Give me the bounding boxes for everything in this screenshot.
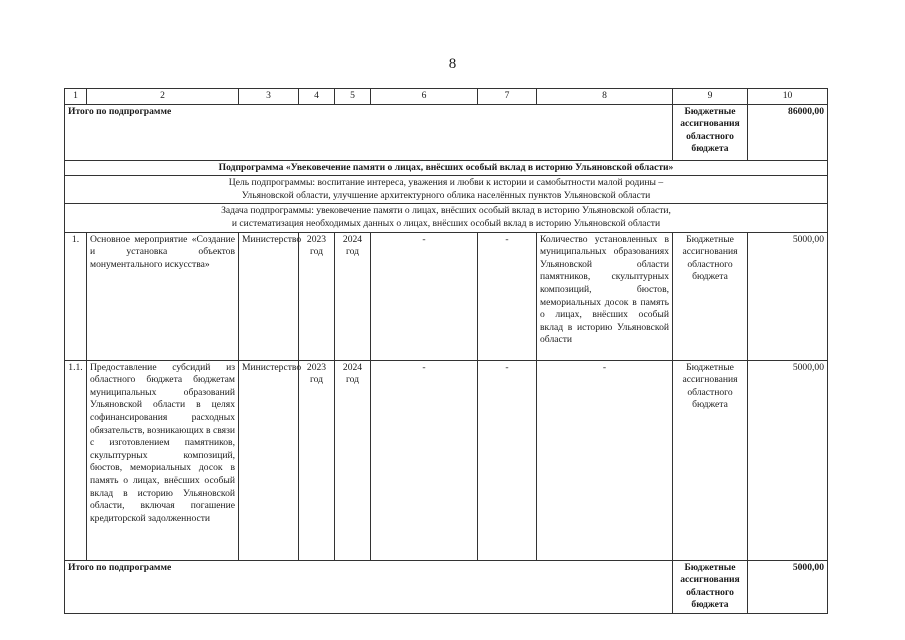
- amount: 5000,00: [748, 232, 828, 360]
- col-number: 1: [65, 89, 87, 105]
- funding-source: Бюджетные ассигнования областного бюджета: [673, 560, 748, 613]
- col-number: 8: [537, 89, 673, 105]
- row-number: 1.: [65, 232, 87, 360]
- subprogram-title: Подпрограмма «Увековечение памяти о лицах, внёсших особый вклад в историю Ульяновской области»: [65, 160, 828, 176]
- column-6-value: -: [371, 360, 478, 560]
- executor: Министерство: [239, 232, 299, 360]
- col-number: 9: [673, 89, 748, 105]
- col-number: 6: [371, 89, 478, 105]
- funding-source: Бюджетные ассигнования областного бюджета: [673, 104, 748, 160]
- amount: 5000,00: [748, 360, 828, 560]
- row-number: 1.1.: [65, 360, 87, 560]
- activity-name: Предоставление субсидий из областного бюджета бюджетам муниципальных образований Ульяновской области в целях софинансирования расходных обязательств, возникающих в связи с изготовлением памятников, скульптурных композиций, бюстов, мемориальных досок в память о лицах, внёсших особый вклад в историю Ульяновской области, включая погашение кредиторской задолженности: [87, 360, 239, 560]
- total-label: Итого по подпрограмме: [65, 560, 673, 613]
- end-year: 2024 год: [335, 232, 371, 360]
- table-row: [65, 360, 828, 560]
- total-label: Итого по подпрограмме: [65, 104, 673, 160]
- column-7-value: -: [478, 360, 537, 560]
- funding-source: Бюджетные ассигнования областного бюджета: [673, 360, 748, 560]
- end-year: 2024 год: [335, 360, 371, 560]
- total-amount: 5000,00: [748, 560, 828, 613]
- col-number: 2: [87, 89, 239, 105]
- table-row: [65, 232, 828, 360]
- col-number: 3: [239, 89, 299, 105]
- col-number: 5: [335, 89, 371, 105]
- total-row-top: [65, 104, 828, 160]
- indicator: -: [537, 360, 673, 560]
- start-year: 2023 год: [299, 232, 335, 360]
- col-number: 10: [748, 89, 828, 105]
- subprogram-goal: Цель подпрограммы: воспитание интереса, уважения и любви к истории и самобытности малой родины – Ульяновской области, улучшение архитектурного облика населённых пунктов Ульяновской области: [65, 176, 828, 204]
- start-year: 2023 год: [299, 360, 335, 560]
- column-7-value: -: [478, 232, 537, 360]
- col-number: 4: [299, 89, 335, 105]
- page-number: 8: [448, 56, 457, 72]
- activity-name: Основное мероприятие «Создание и установка объектов монументального искусства»: [87, 232, 239, 360]
- column-6-value: -: [371, 232, 478, 360]
- col-number: 7: [478, 89, 537, 105]
- executor: Министерство: [239, 360, 299, 560]
- indicator: Количество установленных в муниципальных образованиях Ульяновской области памятников, скульптурных композиций, бюстов, мемориальных досок в память о лицах, внёсших особый вклад в историю Ульяновской области: [537, 232, 673, 360]
- total-row-bottom: [65, 560, 828, 613]
- subprogram-task: Задача подпрограммы: увековечение памяти о лицах, внёсших особый вклад в историю Ульяновской области, и систематизация необходимых данных о лицах, внёсших особый вклад в историю Ульяновской области: [65, 204, 828, 232]
- subprogram-title-row: [65, 160, 828, 176]
- funding-source: Бюджетные ассигнования областного бюджета: [673, 232, 748, 360]
- task-row: [65, 204, 828, 232]
- header-row: [65, 89, 828, 105]
- program-table: [64, 88, 828, 614]
- total-amount: 86000,00: [748, 104, 828, 160]
- goal-row: [65, 176, 828, 204]
